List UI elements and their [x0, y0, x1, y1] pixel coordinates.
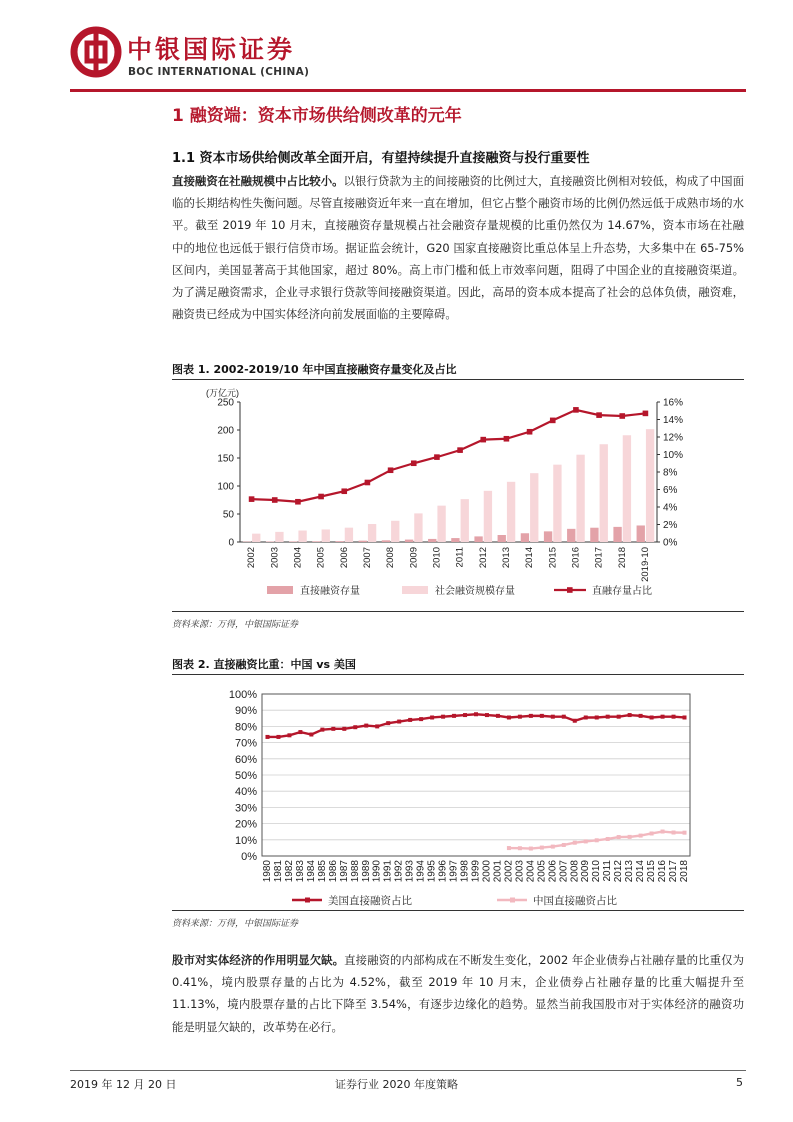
chart1-x-tick-label: 2014	[524, 547, 536, 569]
chart1-x-tick-label: 2011	[454, 547, 466, 568]
chart2-us-point	[397, 720, 401, 724]
chart1-legend-swatch-social	[402, 586, 428, 594]
chart1-right-tick-label: 8%	[663, 467, 678, 479]
figure-1-source: 资料来源：万得，中银国际证券	[172, 620, 299, 630]
chart1-bar-social	[530, 473, 538, 542]
chart2-x-tick-label: 1993	[404, 860, 416, 883]
chart2-x-tick-label: 1984	[305, 860, 317, 883]
chart2-legend-label-us: 美国直接融资占比	[328, 895, 412, 907]
chart2-x-tick-label: 2002	[503, 860, 515, 883]
chart1-bar-social	[600, 444, 608, 542]
chart1-bar-direct	[312, 541, 320, 542]
paragraph-1-body: 以银行贷款为主的间接融资的比例过大，直接融资比例相对较低，构成了中国面临的长期结构性失衡问题。尽管直接融资近年来一直在增加，但它占整个融资市场的比例仍然远低于成熟市场的水平。截至 2019 年 10 月末，直接融资存量规模占社会融资存量规模的比重仍然仅为 14.67%，资本市场在社融中的地位也远低于银行信贷市场。据证监会统计，G20 国家直接融资比重总体呈上升态势，大多集中在 65-75%区间内，美国显著高于其他国家，超过 80%。高上市门槛和低上市效率问题，阻碍了中国企业的直接融资渠道。为了满足融资需求，企业寻求银行贷款等间接融资渠道。因此，高昂的资本成本提高了社会的总体负债，融资难，融资贵已经成为中国实体经济向前发展面临的主要障碍。	[172, 174, 744, 322]
chart1-x-tick-label: 2017	[593, 547, 605, 569]
subsection-title: 1.1 资本市场供给侧改革全面开启，有望持续提升直接融资与投行重要性	[172, 151, 590, 166]
chart1-right-tick-label: 12%	[663, 432, 684, 444]
chart2-x-tick-label: 1989	[360, 860, 372, 883]
chart1-x-tick-label: 2006	[338, 547, 350, 569]
chart2-x-tick-label: 1990	[371, 860, 383, 883]
chart1-bar-direct	[544, 531, 552, 542]
chart1-ratio-point	[341, 488, 347, 494]
chart1-ratio-point	[573, 407, 579, 413]
chart2-x-tick-label: 1996	[437, 860, 449, 883]
chart2-us-point	[584, 715, 588, 719]
chart2-us-point	[672, 715, 676, 719]
footer-date: 2019 年 12 月 20 日	[70, 1078, 177, 1091]
chart1-right-tick-label: 4%	[663, 502, 678, 514]
chart1-bar-direct	[289, 541, 297, 542]
chart2-x-tick-label: 2008	[569, 860, 581, 883]
chart1-bar-social	[252, 534, 260, 542]
chart2-us-point	[518, 715, 522, 719]
chart1-ratio-point	[480, 437, 486, 443]
chart2-y-tick-label: 60%	[234, 753, 257, 766]
chart2-cn-point	[672, 831, 676, 835]
chart2-x-tick-label: 2006	[547, 860, 559, 883]
chart2-us-point	[683, 715, 687, 719]
chart2-us-point	[540, 714, 544, 718]
chart2-us-point	[661, 715, 665, 719]
chart2-x-tick-label: 1985	[316, 860, 328, 883]
chart2-us-point	[617, 715, 621, 719]
chart1-legend-marker-ratio	[567, 587, 573, 593]
chart2-x-tick-label: 2003	[514, 860, 526, 883]
chart2-x-tick-label: 1986	[327, 860, 339, 883]
chart1-bar-social	[322, 529, 330, 542]
chart1-x-tick-label: 2018	[616, 547, 628, 569]
chart1-right-tick-label: 10%	[663, 450, 684, 461]
chart2-x-tick-label: 2013	[624, 860, 636, 883]
chart2-cn-point	[573, 841, 577, 845]
chart1-bar-direct	[613, 527, 621, 542]
chart1-legend-label-direct: 直接融资存量	[300, 586, 360, 597]
chart1-right-tick-label: 14%	[663, 415, 684, 426]
chart2-us-point	[320, 728, 324, 732]
chart2-x-tick-label: 1992	[393, 860, 405, 883]
chart2-cn-point	[507, 846, 511, 850]
chart1-ratio-line	[252, 410, 646, 502]
chart1-x-tick-label: 2009	[408, 547, 420, 569]
chart2-cn-point	[540, 846, 544, 850]
chart2-us-point	[595, 715, 599, 719]
chart1-bar-social	[623, 435, 631, 542]
chart2-legend-marker-cn	[510, 898, 515, 903]
chart2-us-point	[309, 733, 313, 737]
chart2-us-point	[353, 725, 357, 729]
chart2-cn-point	[529, 847, 533, 851]
chart2-y-tick-label: 0%	[241, 851, 257, 863]
chart2-us-point	[265, 735, 269, 739]
chart2-legend-label-cn: 中国直接融资占比	[533, 895, 617, 907]
chart2-x-tick-label: 1997	[448, 860, 460, 883]
chart1-right-tick-label: 16%	[663, 397, 684, 409]
chart1-left-tick-label: 200	[217, 425, 234, 437]
chart2-cn-point	[683, 831, 687, 835]
chart2-x-tick-label: 2016	[657, 860, 669, 883]
chart2-y-tick-label: 10%	[234, 834, 257, 847]
chart1-bar-direct	[637, 525, 645, 542]
chart1-x-tick-label: 2002	[246, 547, 258, 569]
chart2-x-tick-label: 2001	[492, 860, 504, 883]
chart1-bar-social	[298, 531, 306, 542]
chart2-x-tick-label: 2011	[602, 860, 614, 882]
logo-subtitle: BOC INTERNATIONAL (CHINA)	[128, 66, 310, 78]
chart1-x-tick-label: 2005	[315, 547, 327, 569]
chart2-us-point	[639, 714, 643, 718]
chart2-y-tick-label: 50%	[234, 770, 257, 782]
chart1-bar-social	[507, 482, 515, 542]
chart1-bar-direct	[498, 535, 506, 542]
chart1-ratio-point	[643, 411, 649, 417]
chart1-left-tick-label: 250	[217, 397, 234, 409]
chart2-us-point	[364, 724, 368, 728]
chart1-unit-label: (万亿元)	[206, 388, 239, 398]
chart1-bar-social	[553, 465, 561, 542]
chart2-us-line	[267, 714, 684, 737]
chart1-ratio-point	[619, 413, 625, 419]
chart1-ratio-point	[318, 494, 324, 500]
chart2-us-point	[606, 715, 610, 719]
chart1-bar-direct	[451, 538, 459, 542]
chart1-bar-social	[368, 524, 376, 542]
chart2-us-point	[298, 730, 302, 734]
chart1-ratio-point	[527, 429, 533, 435]
chart1-ratio-point	[457, 447, 463, 453]
paragraph-2-lead: 股市对实体经济的作用明显欠缺。	[172, 953, 345, 967]
chart2-us-point	[276, 735, 280, 739]
chart2-x-tick-label: 2014	[635, 860, 647, 883]
chart1-ratio-point	[434, 454, 440, 460]
chart1-x-tick-label: 2013	[500, 547, 512, 569]
chart1-ratio-point	[411, 460, 417, 466]
chart2-x-tick-label: 1994	[415, 860, 427, 883]
chart1-ratio-point	[550, 418, 556, 424]
header-divider	[70, 89, 746, 92]
chart2-us-point	[573, 719, 577, 723]
chart1-bar-direct	[266, 541, 274, 542]
chart2-x-tick-label: 1980	[261, 860, 273, 883]
chart1-x-tick-label: 2008	[385, 547, 397, 569]
chart1-left-tick-label: 150	[217, 453, 234, 465]
chart1-left-tick-label: 100	[217, 481, 234, 493]
chart1-ratio-point	[504, 436, 510, 442]
figure-1-title: 图表 1. 2002-2019/10 年中国直接融资存量变化及占比	[172, 363, 457, 376]
chart2-us-point	[408, 718, 412, 722]
footer-divider	[70, 1070, 746, 1071]
chart2-us-point	[430, 715, 434, 719]
figure-2-chart	[172, 678, 744, 908]
chart1-x-tick-label: 2003	[269, 547, 281, 569]
chart2-us-point	[485, 713, 489, 717]
chart2-x-tick-label: 1988	[349, 860, 361, 883]
chart1-x-tick-label: 2007	[361, 547, 373, 569]
chart2-us-point	[452, 714, 456, 718]
chart2-y-tick-label: 100%	[228, 689, 257, 701]
chart2-cn-point	[584, 839, 588, 843]
chart2-us-point	[650, 715, 654, 719]
chart2-us-point	[441, 715, 445, 719]
chart1-bar-social	[275, 532, 283, 542]
chart1-bar-social	[437, 506, 445, 542]
figure-2-top-rule	[172, 674, 744, 675]
chart1-bar-direct	[335, 541, 343, 542]
chart1-right-tick-label: 2%	[663, 520, 678, 531]
chart1-x-tick-label: 2004	[292, 547, 304, 569]
chart2-us-point	[562, 715, 566, 719]
chart2-y-tick-label: 30%	[234, 802, 257, 815]
chart1-ratio-point	[249, 496, 255, 502]
chart1-legend-label-ratio: 直融存量占比	[592, 586, 652, 597]
chart1-bar-social	[391, 521, 399, 542]
chart1-bar-social	[646, 429, 654, 542]
paragraph-1-lead: 直接融资在社融规模中占比较小。	[172, 174, 344, 188]
chart1-x-tick-label: 2010	[431, 547, 443, 569]
chart1-bar-direct	[405, 540, 413, 542]
chart2-cn-point	[661, 830, 665, 834]
chart2-y-tick-label: 20%	[234, 818, 257, 831]
chart1-bar-direct	[359, 541, 367, 542]
chart2-x-tick-label: 1987	[338, 860, 350, 883]
chart2-x-tick-label: 1983	[294, 860, 306, 883]
chart2-x-tick-label: 2005	[536, 860, 548, 883]
chart1-ratio-point	[596, 412, 602, 418]
chart2-y-tick-label: 40%	[234, 786, 257, 799]
chart2-x-tick-label: 2012	[613, 860, 625, 883]
chart1-x-tick-label: 2016	[570, 547, 582, 569]
chart2-x-tick-label: 2010	[591, 860, 603, 883]
chart2-cn-point	[606, 837, 610, 841]
paragraph-1	[172, 170, 744, 325]
chart2-us-point	[386, 721, 390, 725]
chart1-bar-direct	[521, 533, 529, 542]
chart1-right-tick-label: 0%	[663, 537, 678, 549]
footer-title: 证券行业 2020 年度策略	[335, 1078, 458, 1091]
chart1-x-tick-label: 2019-10	[639, 547, 651, 582]
chart1-ratio-point	[272, 497, 278, 503]
chart1-x-tick-label: 2012	[477, 547, 489, 569]
chart2-x-tick-label: 1982	[283, 860, 295, 883]
chart2-us-point	[628, 713, 632, 717]
chart1-bar-direct	[567, 529, 575, 542]
figure-1-bottom-rule	[172, 611, 744, 612]
chart2-y-tick-label: 90%	[234, 705, 257, 718]
chart1-legend-label-social: 社会融资规模存量	[435, 586, 515, 597]
figure-2-title: 图表 2. 直接融资比重：中国 vs 美国	[172, 658, 356, 671]
chart2-x-tick-label: 2004	[525, 860, 537, 883]
figure-1-top-rule	[172, 379, 744, 380]
chart1-bar-social	[414, 513, 422, 542]
chart2-us-point	[287, 733, 291, 737]
chart2-x-tick-label: 2015	[646, 860, 658, 883]
chart1-bar-social	[484, 491, 492, 542]
figure-1-chart	[172, 382, 744, 610]
chart1-legend-swatch-direct	[267, 586, 293, 594]
chart2-cn-point	[551, 845, 555, 849]
chart2-x-tick-label: 2017	[668, 860, 680, 883]
chart2-us-point	[507, 715, 511, 719]
boc-logo-icon	[70, 26, 122, 78]
chart1-ratio-point	[365, 480, 371, 486]
chart2-us-point	[463, 713, 467, 717]
chart1-ratio-point	[388, 467, 394, 473]
chart2-x-tick-label: 2018	[679, 860, 691, 883]
paragraph-2	[172, 949, 744, 1038]
section-title: 1 融资端：资本市场供给侧改革的元年	[172, 106, 462, 126]
chart1-bar-direct	[590, 528, 598, 542]
chart2-cn-point	[628, 835, 632, 839]
chart2-x-tick-label: 1999	[470, 860, 482, 883]
chart2-us-point	[474, 712, 478, 716]
chart2-x-tick-label: 1995	[426, 860, 438, 883]
chart2-x-tick-label: 1998	[459, 860, 471, 883]
logo-text: 中银国际证券	[127, 35, 296, 64]
figure-2-bottom-rule	[172, 910, 744, 911]
chart2-x-tick-label: 1991	[382, 860, 394, 883]
chart2-us-point	[419, 717, 423, 721]
chart2-cn-point	[617, 835, 621, 839]
chart2-x-tick-label: 1981	[272, 860, 284, 883]
chart2-y-tick-label: 70%	[234, 737, 257, 750]
chart1-left-tick-label: 0	[228, 537, 234, 549]
chart2-us-point	[551, 715, 555, 719]
chart1-bar-social	[345, 528, 353, 542]
chart1-ratio-point	[295, 499, 301, 505]
chart1-bar-social	[461, 499, 469, 542]
chart1-bar-direct	[474, 536, 482, 542]
chart2-us-point	[529, 714, 533, 718]
chart2-cn-point	[650, 831, 654, 835]
chart1-left-tick-label: 50	[222, 509, 234, 521]
chart1-bar-direct	[382, 540, 390, 542]
paragraph-2-body: 直接融资的内部构成在不断发生变化，2002 年企业债券占社融存量的比重仅为 0.41%，境内股票存量的占比为 4.52%，截至 2019 年 10 月末，企业债券占社融存量的比重大幅提升至 11.13%，境内股票存量的占比下降至 3.54%，有逐步边缘化的趋势。显然当前我国股市对于实体经济的融资功能是明显欠缺的，改革势在必行。	[172, 953, 744, 1034]
chart2-cn-point	[639, 834, 643, 838]
chart1-x-tick-label: 2015	[547, 547, 559, 569]
chart2-cn-point	[595, 838, 599, 842]
chart2-us-point	[342, 727, 346, 731]
chart1-bar-social	[576, 455, 584, 542]
chart2-us-point	[331, 727, 335, 731]
chart2-legend-marker-us	[305, 898, 310, 903]
chart2-us-point	[496, 714, 500, 718]
chart2-x-tick-label: 2000	[481, 860, 493, 883]
chart1-right-tick-label: 6%	[663, 485, 678, 496]
chart2-cn-point	[518, 846, 522, 850]
footer-page-number: 5	[736, 1076, 743, 1089]
chart2-x-tick-label: 2007	[558, 860, 570, 883]
chart2-x-tick-label: 2009	[580, 860, 592, 883]
chart2-y-tick-label: 80%	[234, 721, 257, 734]
chart2-cn-point	[562, 843, 566, 847]
chart1-bar-direct	[428, 539, 436, 542]
chart2-us-point	[375, 724, 379, 728]
figure-2-source: 资料来源：万得，中银国际证券	[172, 919, 299, 929]
